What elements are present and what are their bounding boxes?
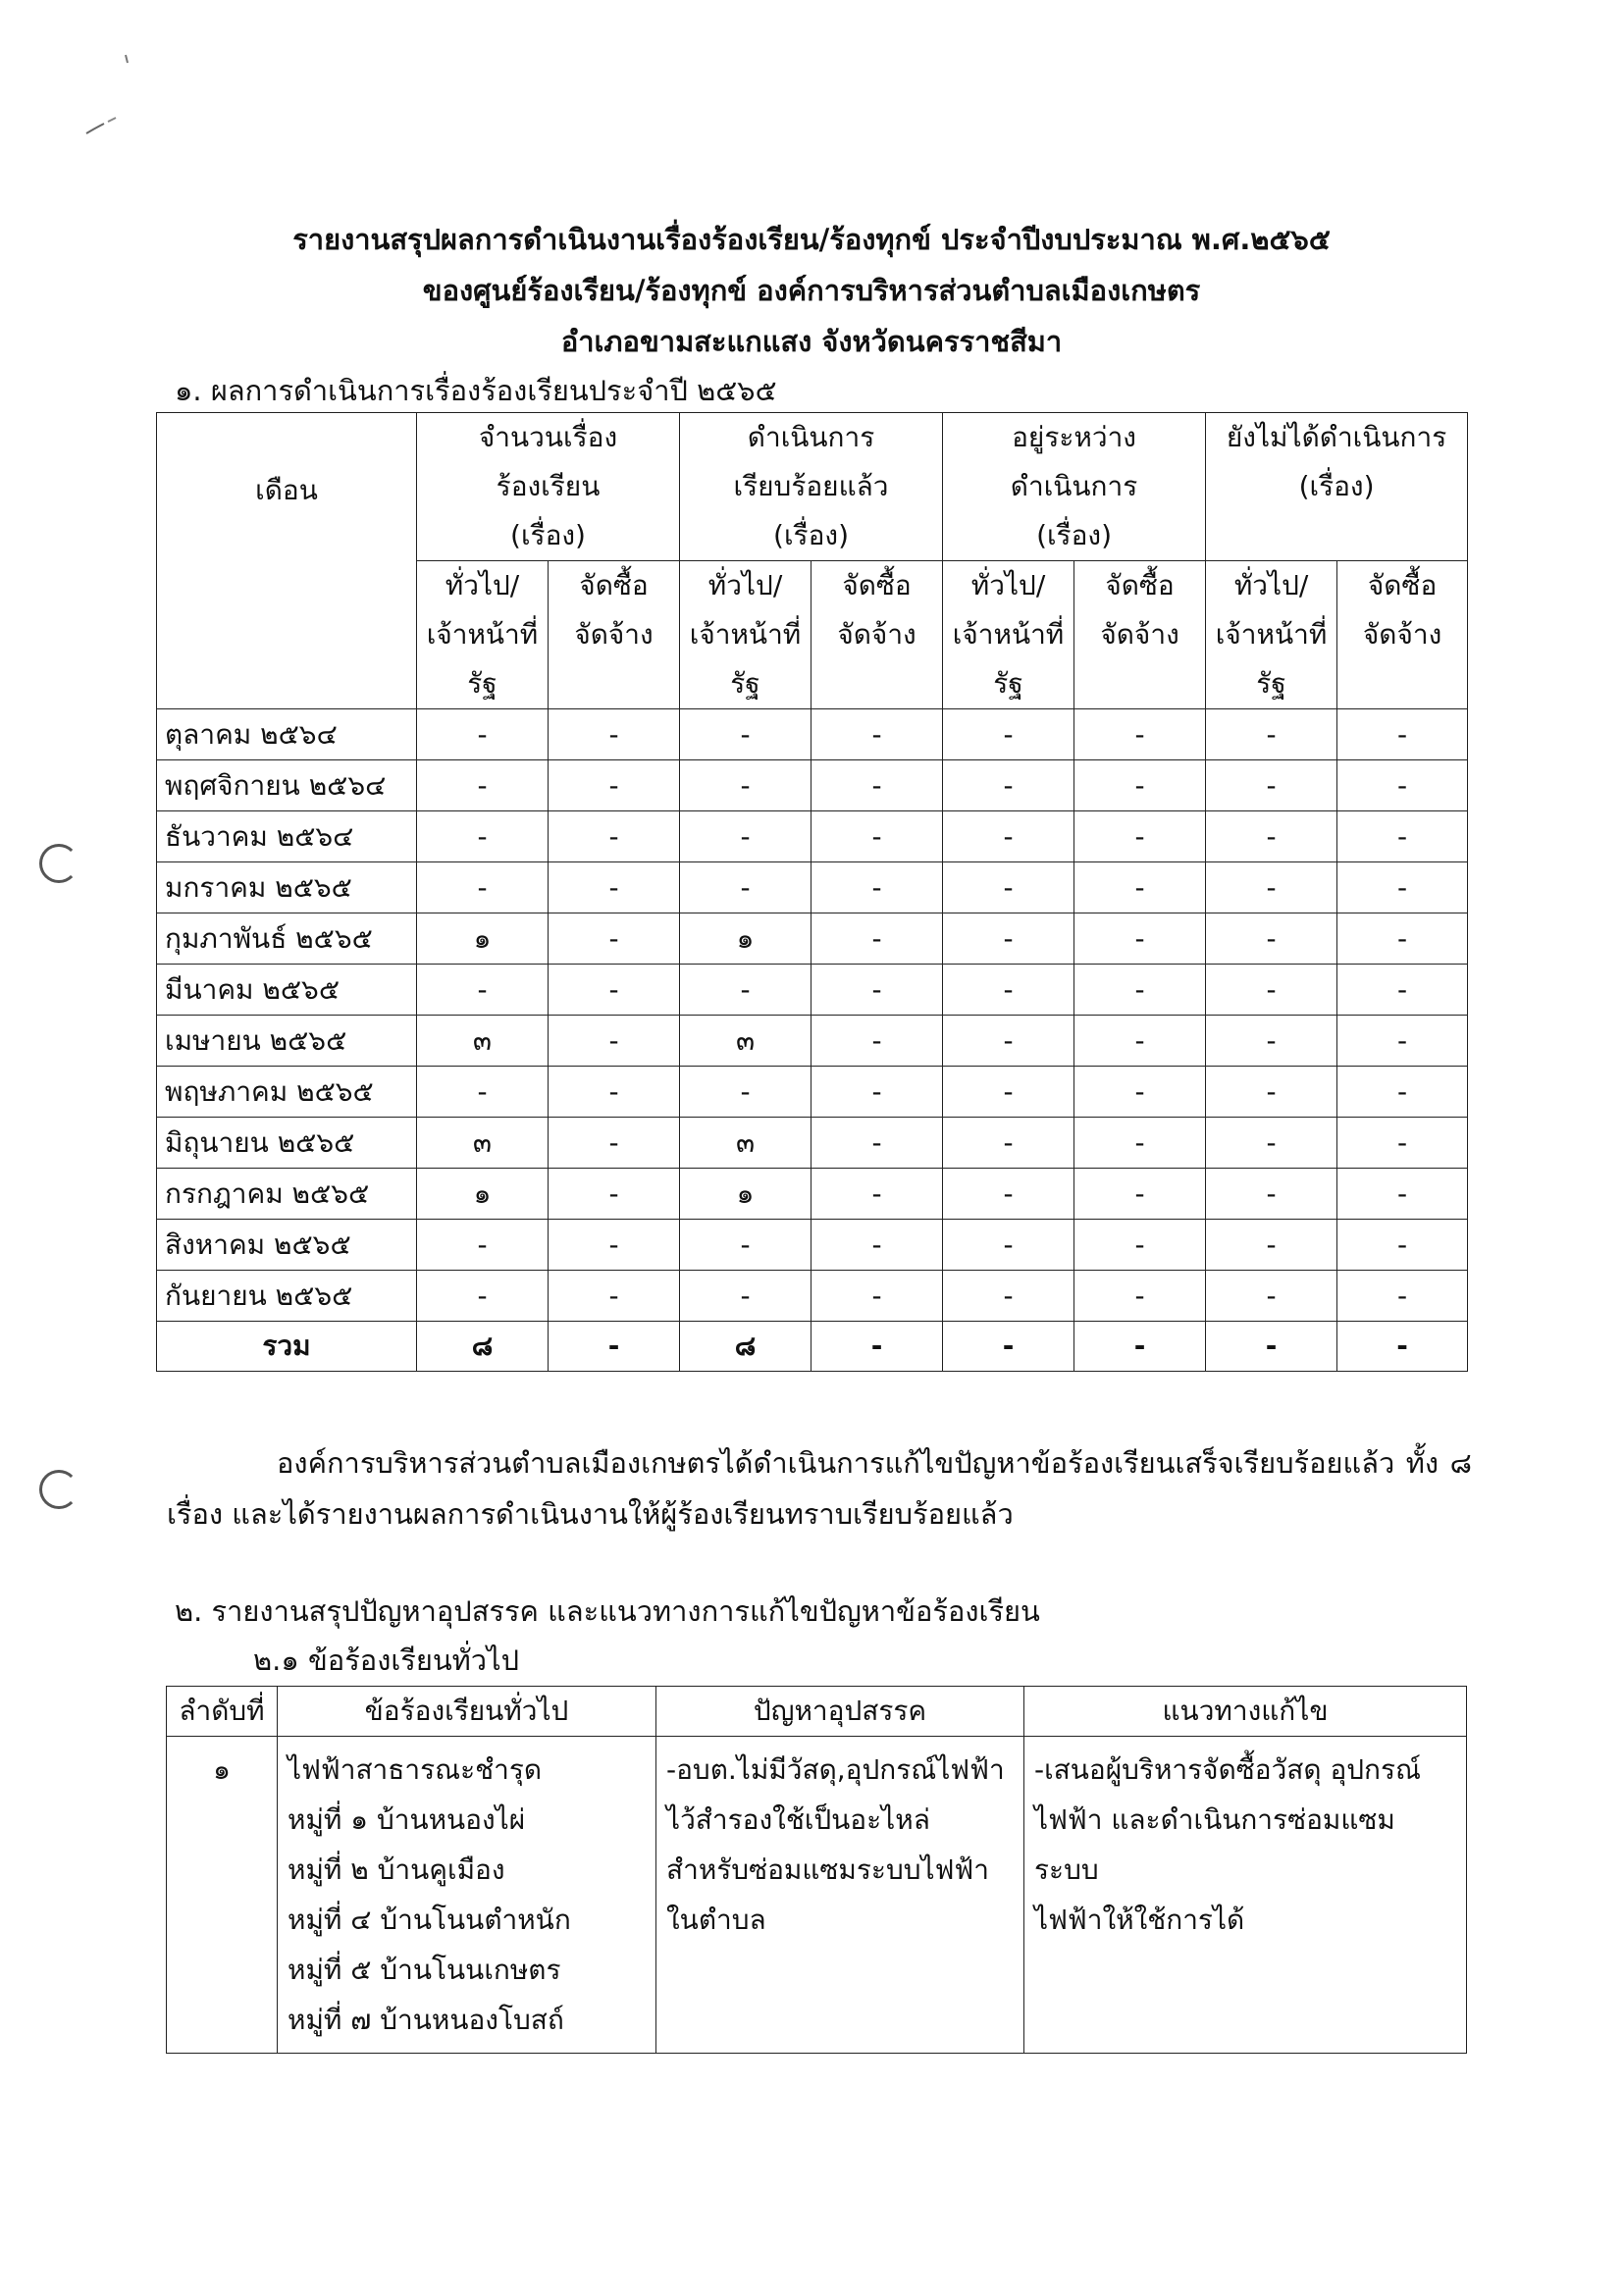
complaint-line: หมู่ที่ ๔ บ้านโนนตำหนัก — [288, 1904, 571, 1936]
complaint-cell — [278, 1737, 656, 2054]
value-cell: - — [1074, 1220, 1206, 1271]
value-cell: - — [1074, 913, 1206, 965]
value-cell: - — [1206, 709, 1337, 760]
value-cell: ๓ — [417, 1118, 549, 1169]
value-cell: - — [943, 965, 1074, 1016]
document-title-line2: ของศูนย์ร้องเรียน/ร้องทุกข์ องค์การบริหารส่วนตำบลเมืองเกษตร — [422, 274, 1201, 307]
sub-header-cell — [417, 561, 549, 709]
month-cell: พฤศจิกายน ๒๕๖๔ — [157, 760, 417, 811]
value-cell: - — [549, 811, 680, 862]
value-cell: - — [417, 1220, 549, 1271]
value-cell: - — [417, 1271, 549, 1322]
value-cell: - — [1074, 862, 1206, 913]
complaint-line: หมู่ที่ ๑ บ้านหนองไผ่ — [288, 1803, 526, 1836]
col-header-order: ลำดับที่ — [167, 1687, 278, 1737]
value-cell: - — [680, 1220, 812, 1271]
sub-header-cell — [812, 561, 943, 709]
value-cell: - — [1074, 1067, 1206, 1118]
group-header-line: (เรื่อง) — [1298, 470, 1375, 502]
value-cell: - — [943, 1271, 1074, 1322]
group-header-line: อยู่ระหว่าง — [1012, 421, 1136, 453]
punch-hole-mark — [39, 1470, 79, 1509]
summary-paragraph — [167, 1437, 1472, 1539]
value-cell: - — [1206, 862, 1337, 913]
value-cell: - — [812, 1016, 943, 1067]
group-header-line: จำนวนเรื่อง — [478, 421, 618, 453]
value-cell: - — [1206, 811, 1337, 862]
value-cell: - — [1337, 913, 1468, 965]
value-cell: ๓ — [680, 1118, 812, 1169]
value-cell: - — [812, 760, 943, 811]
sub-header-line: จัดซื้อ — [1105, 569, 1175, 601]
value-cell: - — [680, 811, 812, 862]
value-cell: - — [549, 1220, 680, 1271]
value-cell: - — [549, 760, 680, 811]
value-cell: - — [680, 965, 812, 1016]
group-header-line: ดำเนินการ — [1010, 470, 1138, 502]
problem-line: -อบต.ไม่มีวัสดุ,อุปกรณ์ไฟฟ้า — [666, 1753, 1005, 1786]
group-header — [417, 413, 680, 561]
value-cell: - — [1206, 1118, 1337, 1169]
total-value-cell: - — [1206, 1322, 1337, 1372]
value-cell: - — [812, 1067, 943, 1118]
table-row — [157, 1169, 1468, 1220]
sub-header-cell — [1206, 561, 1337, 709]
table-row — [157, 760, 1468, 811]
sub-header-line: เจ้าหน้าที่ — [1215, 618, 1328, 651]
value-cell: - — [812, 965, 943, 1016]
group-header-line: เรียบร้อยแล้ว — [733, 470, 889, 502]
solution-line: ไฟฟ้า และดำเนินการซ่อมแซมระบบ — [1034, 1803, 1395, 1886]
total-value-cell: - — [812, 1322, 943, 1372]
complaint-line: หมู่ที่ ๗ บ้านหนองโบสถ์ — [288, 2004, 564, 2036]
value-cell: - — [812, 1118, 943, 1169]
value-cell: - — [417, 760, 549, 811]
table-row — [157, 1118, 1468, 1169]
total-value-cell: - — [1337, 1322, 1468, 1372]
sub-header-cell — [549, 561, 680, 709]
value-cell: - — [1206, 1220, 1337, 1271]
value-cell: - — [417, 862, 549, 913]
group-header — [1206, 413, 1468, 561]
table-row — [157, 862, 1468, 913]
solution-line: -เสนอผู้บริหารจัดซื้อวัสดุ อุปกรณ์ — [1034, 1753, 1422, 1786]
value-cell: - — [1337, 862, 1468, 913]
group-header-line: ยังไม่ได้ดำเนินการ — [1226, 421, 1447, 453]
sub-header-line: จัดจ้าง — [1100, 618, 1179, 651]
value-cell: - — [943, 709, 1074, 760]
value-cell: - — [417, 709, 549, 760]
problem-line: สำหรับซ่อมแซมระบบไฟฟ้า — [666, 1853, 989, 1886]
col-header-problem: ปัญหาอุปสรรค — [656, 1687, 1024, 1737]
scan-mark — [27, 49, 135, 137]
month-header: เดือน — [157, 413, 417, 709]
value-cell: - — [549, 913, 680, 965]
complaint-line: ไฟฟ้าสาธารณะชำรุด — [288, 1753, 543, 1786]
value-cell: - — [812, 811, 943, 862]
value-cell: - — [1206, 913, 1337, 965]
value-cell: - — [1074, 965, 1206, 1016]
value-cell: ๑ — [680, 1169, 812, 1220]
complaint-line: หมู่ที่ ๕ บ้านโนนเกษตร — [288, 1954, 561, 1986]
value-cell: - — [680, 709, 812, 760]
value-cell: - — [812, 913, 943, 965]
sub-header-line: รัฐ — [730, 667, 760, 700]
sub-header-line: จัดจ้าง — [837, 618, 916, 651]
sub-header-line: จัดซื้อ — [1367, 569, 1438, 601]
month-cell: เมษายน ๒๕๖๕ — [157, 1016, 417, 1067]
value-cell: - — [1206, 965, 1337, 1016]
sub-header-line: ทั่วไป/ — [1233, 569, 1309, 601]
total-row — [157, 1322, 1468, 1372]
sub-header-line: ทั่วไป/ — [445, 569, 520, 601]
value-cell: - — [549, 965, 680, 1016]
value-cell: - — [1337, 1169, 1468, 1220]
value-cell: - — [549, 709, 680, 760]
value-cell: - — [1206, 1169, 1337, 1220]
value-cell: - — [1337, 1220, 1468, 1271]
total-value-cell: - — [943, 1322, 1074, 1372]
value-cell: - — [943, 1169, 1074, 1220]
value-cell: ๓ — [680, 1016, 812, 1067]
value-cell: - — [1337, 1067, 1468, 1118]
month-cell: พฤษภาคม ๒๕๖๕ — [157, 1067, 417, 1118]
col-header-solution: แนวทางแก้ไข — [1024, 1687, 1467, 1737]
document-title-line1: รายงานสรุปผลการดำเนินงานเรื่องร้องเรียน/ร้องทุกข์ ประจำปีงบประมาณ พ.ศ.๒๕๖๕ — [292, 223, 1331, 256]
value-cell: - — [1337, 709, 1468, 760]
sub-header-line: ทั่วไป/ — [707, 569, 783, 601]
value-cell: - — [680, 862, 812, 913]
table-row — [157, 913, 1468, 965]
value-cell: - — [549, 1118, 680, 1169]
month-cell: ตุลาคม ๒๕๖๔ — [157, 709, 417, 760]
group-header — [680, 413, 943, 561]
sub-header-cell — [1337, 561, 1468, 709]
month-cell: กุมภาพันธ์ ๒๕๖๕ — [157, 913, 417, 965]
table-row — [167, 1737, 1467, 2054]
value-cell: - — [1337, 1016, 1468, 1067]
value-cell: - — [549, 1016, 680, 1067]
month-cell: สิงหาคม ๒๕๖๕ — [157, 1220, 417, 1271]
value-cell: - — [1206, 760, 1337, 811]
complaint-results-table — [156, 412, 1468, 1372]
value-cell: - — [1337, 760, 1468, 811]
total-value-cell: ๘ — [680, 1322, 812, 1372]
value-cell: ๓ — [417, 1016, 549, 1067]
month-cell: มีนาคม ๒๕๖๕ — [157, 965, 417, 1016]
table-row — [157, 1016, 1468, 1067]
table-row — [157, 709, 1468, 760]
value-cell: - — [943, 1118, 1074, 1169]
value-cell: - — [417, 811, 549, 862]
month-cell: มกราคม ๒๕๖๕ — [157, 862, 417, 913]
value-cell: - — [1206, 1016, 1337, 1067]
group-header-line: (เรื่อง) — [773, 519, 849, 551]
value-cell: - — [1337, 811, 1468, 862]
sub-header-line: รัฐ — [1256, 667, 1286, 700]
value-cell: - — [812, 1271, 943, 1322]
month-cell: กันยายน ๒๕๖๕ — [157, 1271, 417, 1322]
complaint-line: หมู่ที่ ๒ บ้านคูเมือง — [288, 1853, 505, 1886]
problem-line: ไว้สำรองใช้เป็นอะไหล่ — [666, 1803, 930, 1836]
sub-header-line: เจ้าหน้าที่ — [426, 618, 539, 651]
section1-heading: ๑. ผลการดำเนินการเรื่องร้องเรียนประจำปี ๒๕๖๕ — [175, 374, 777, 407]
section2-1-heading: ๒.๑ ข้อร้องเรียนทั่วไป — [253, 1644, 520, 1677]
total-value-cell: - — [549, 1322, 680, 1372]
value-cell: - — [943, 760, 1074, 811]
value-cell: - — [417, 1067, 549, 1118]
problem-line: ในตำบล — [666, 1904, 766, 1936]
order-cell: ๑ — [167, 1737, 278, 2054]
month-cell: ธันวาคม ๒๕๖๔ — [157, 811, 417, 862]
value-cell: - — [549, 862, 680, 913]
value-cell: - — [812, 709, 943, 760]
group-header — [943, 413, 1206, 561]
value-cell: - — [812, 1169, 943, 1220]
problem-cell — [656, 1737, 1024, 2054]
value-cell: - — [943, 1067, 1074, 1118]
document-title-line3: อำเภอขามสะแกแสง จังหวัดนครราชสีมา — [560, 325, 1063, 358]
solution-cell — [1024, 1737, 1467, 2054]
sub-header-cell — [680, 561, 812, 709]
summary-line-2: เรื่อง และได้รายงานผลการดำเนินงานให้ผู้ร้องเรียนทราบเรียบร้อยแล้ว — [167, 1497, 1014, 1531]
value-cell: - — [549, 1271, 680, 1322]
section2-heading: ๒. รายงานสรุปปัญหาอุปสรรค และแนวทางการแก้ไขปัญหาข้อร้องเรียน — [175, 1594, 1040, 1628]
sub-header-line: เจ้าหน้าที่ — [689, 618, 802, 651]
value-cell: - — [943, 1016, 1074, 1067]
value-cell: ๑ — [417, 913, 549, 965]
table-row — [157, 965, 1468, 1016]
value-cell: - — [549, 1169, 680, 1220]
group-header-line: ร้องเรียน — [496, 470, 601, 502]
value-cell: - — [1074, 1118, 1206, 1169]
value-cell: - — [680, 760, 812, 811]
group-header-line: (เรื่อง) — [1036, 519, 1113, 551]
value-cell: - — [1206, 1271, 1337, 1322]
value-cell: - — [1074, 1169, 1206, 1220]
value-cell: - — [1337, 1118, 1468, 1169]
value-cell: ๑ — [417, 1169, 549, 1220]
sub-header-cell — [943, 561, 1074, 709]
solution-line: ไฟฟ้าให้ใช้การได้ — [1034, 1904, 1245, 1936]
sub-header-line: เจ้าหน้าที่ — [952, 618, 1065, 651]
summary-line-1: องค์การบริหารส่วนตำบลเมืองเกษตรได้ดำเนินการแก้ไขปัญหาข้อร้องเรียนเสร็จเรียบร้อยแล้ว ทั้ง ๘ — [277, 1446, 1472, 1480]
punch-hole-mark — [39, 844, 79, 883]
total-value-cell: - — [1074, 1322, 1206, 1372]
value-cell: - — [1337, 1271, 1468, 1322]
value-cell: - — [1074, 1016, 1206, 1067]
sub-header-line: จัดจ้าง — [1362, 618, 1442, 651]
value-cell: - — [1074, 811, 1206, 862]
month-cell: กรกฎาคม ๒๕๖๕ — [157, 1169, 417, 1220]
sub-header-line: ทั่วไป/ — [970, 569, 1046, 601]
value-cell: - — [1074, 709, 1206, 760]
sub-header-cell — [1074, 561, 1206, 709]
value-cell: - — [943, 1220, 1074, 1271]
value-cell: - — [1337, 965, 1468, 1016]
col-header-complaint: ข้อร้องเรียนทั่วไป — [278, 1687, 656, 1737]
table-row — [157, 811, 1468, 862]
value-cell: - — [1074, 760, 1206, 811]
month-cell: มิถุนายน ๒๕๖๕ — [157, 1118, 417, 1169]
value-cell: - — [812, 862, 943, 913]
value-cell: ๑ — [680, 913, 812, 965]
value-cell: - — [417, 965, 549, 1016]
value-cell: - — [549, 1067, 680, 1118]
total-value-cell: ๘ — [417, 1322, 549, 1372]
value-cell: - — [1074, 1271, 1206, 1322]
value-cell: - — [812, 1220, 943, 1271]
sub-header-line: จัดซื้อ — [842, 569, 912, 601]
table-row — [157, 1271, 1468, 1322]
value-cell: - — [943, 811, 1074, 862]
group-header-line: ดำเนินการ — [747, 421, 875, 453]
sub-header-line: จัดซื้อ — [579, 569, 649, 601]
value-cell: - — [680, 1271, 812, 1322]
table-row — [157, 1067, 1468, 1118]
value-cell: - — [943, 862, 1074, 913]
value-cell: - — [943, 913, 1074, 965]
sub-header-line: รัฐ — [467, 667, 497, 700]
value-cell: - — [680, 1067, 812, 1118]
total-label: รวม — [157, 1322, 417, 1372]
sub-header-line: รัฐ — [993, 667, 1023, 700]
table-row — [157, 1220, 1468, 1271]
sub-header-line: จัดจ้าง — [574, 618, 654, 651]
value-cell: - — [1206, 1067, 1337, 1118]
complaint-issues-table — [166, 1686, 1467, 2054]
group-header-line: (เรื่อง) — [510, 519, 586, 551]
